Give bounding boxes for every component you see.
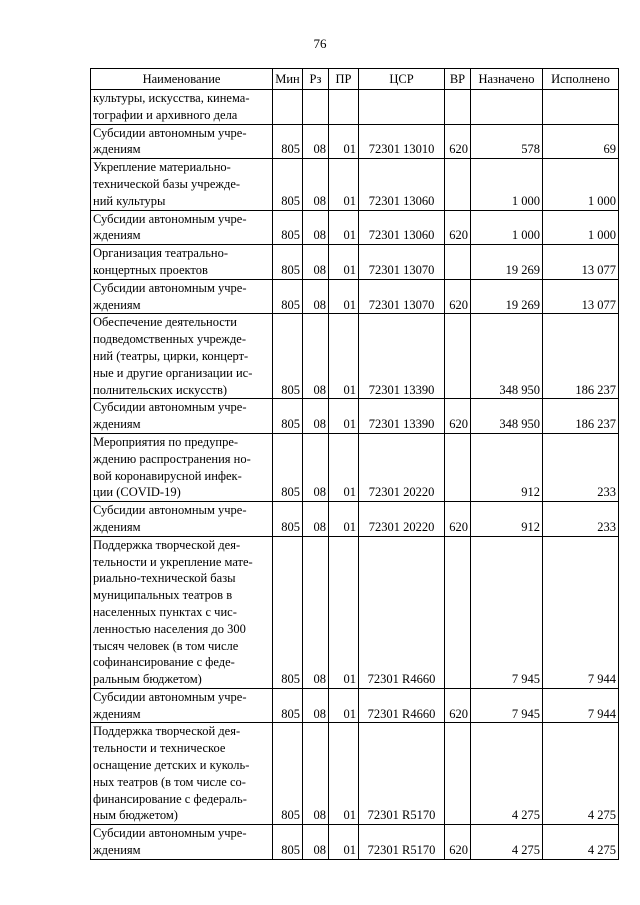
- cell-csr: 72301 R4660: [359, 688, 445, 723]
- cell-executed: 233: [543, 502, 619, 537]
- cell-pr: 01: [329, 314, 359, 399]
- cell-csr: 72301 20220: [359, 433, 445, 501]
- table-row: [91, 399, 619, 434]
- cell-executed: 186 237: [543, 314, 619, 399]
- table-row: [91, 279, 619, 314]
- cell-vr: 620: [445, 124, 471, 159]
- cell-pr: [329, 90, 359, 125]
- table-body: [91, 90, 619, 860]
- cell-assigned: [471, 90, 543, 125]
- cell-min: 805: [273, 124, 303, 159]
- cell-pr: 01: [329, 399, 359, 434]
- column-header-assigned: Назначено: [471, 69, 543, 90]
- cell-min: 805: [273, 279, 303, 314]
- cell-executed: 13 077: [543, 279, 619, 314]
- cell-executed: 1 000: [543, 159, 619, 210]
- cell-name: Субсидии автономным учре- ждениям: [91, 210, 273, 245]
- cell-rz: 08: [303, 502, 329, 537]
- cell-vr: [445, 245, 471, 280]
- cell-rz: 08: [303, 536, 329, 688]
- cell-pr: 01: [329, 210, 359, 245]
- cell-csr: 72301 13070: [359, 279, 445, 314]
- cell-assigned: 1 000: [471, 159, 543, 210]
- cell-min: 805: [273, 825, 303, 860]
- table-row: [91, 124, 619, 159]
- header-row: [91, 69, 619, 90]
- cell-min: 805: [273, 688, 303, 723]
- cell-name: Мероприятия по предупре- ждению распространения но- вой коронавирусной инфек- ции (COVID-19): [91, 433, 273, 501]
- cell-min: 805: [273, 159, 303, 210]
- column-header-min: Мин: [273, 69, 303, 90]
- cell-rz: 08: [303, 159, 329, 210]
- cell-min: 805: [273, 723, 303, 825]
- cell-executed: 7 944: [543, 536, 619, 688]
- cell-pr: 01: [329, 688, 359, 723]
- cell-min: 805: [273, 433, 303, 501]
- cell-csr: 72301 13060: [359, 159, 445, 210]
- cell-executed: 4 275: [543, 825, 619, 860]
- cell-pr: 01: [329, 433, 359, 501]
- cell-name: Обеспечение деятельности подведомственных учрежде- ний (театры, цирки, концерт- ные и другие организации ис- полнительских искусств): [91, 314, 273, 399]
- cell-rz: 08: [303, 723, 329, 825]
- cell-assigned: 348 950: [471, 314, 543, 399]
- cell-csr: 72301 13010: [359, 124, 445, 159]
- table-row: [91, 723, 619, 825]
- cell-assigned: 912: [471, 433, 543, 501]
- cell-pr: 01: [329, 124, 359, 159]
- cell-pr: 01: [329, 279, 359, 314]
- table-row: [91, 536, 619, 688]
- cell-assigned: 348 950: [471, 399, 543, 434]
- cell-vr: [445, 723, 471, 825]
- cell-csr: 72301 R5170: [359, 723, 445, 825]
- cell-executed: [543, 90, 619, 125]
- table-row: [91, 314, 619, 399]
- cell-name: Поддержка творческой дея- тельности и техническое оснащение детских и куколь- ных театров (в том числе со- финансирование с федераль- ным бюджетом): [91, 723, 273, 825]
- cell-vr: 620: [445, 210, 471, 245]
- cell-assigned: 4 275: [471, 825, 543, 860]
- cell-min: [273, 90, 303, 125]
- cell-min: 805: [273, 536, 303, 688]
- cell-vr: 620: [445, 502, 471, 537]
- cell-name: Субсидии автономным учре- ждениям: [91, 279, 273, 314]
- cell-assigned: 19 269: [471, 279, 543, 314]
- cell-csr: 72301 13070: [359, 245, 445, 280]
- cell-vr: [445, 159, 471, 210]
- cell-csr: 72301 R5170: [359, 825, 445, 860]
- cell-min: 805: [273, 399, 303, 434]
- cell-name: Поддержка творческой дея- тельности и укрепление мате- риально-технической базы муниципальных театров в населенных пунктах с чис- ленностью населения до 300 тысяч человек (в том числе софинансирование с феде- ральным бюджетом): [91, 536, 273, 688]
- cell-pr: 01: [329, 245, 359, 280]
- table-row: [91, 433, 619, 501]
- cell-csr: 72301 R4660: [359, 536, 445, 688]
- cell-executed: 4 275: [543, 723, 619, 825]
- cell-vr: [445, 433, 471, 501]
- cell-min: 805: [273, 314, 303, 399]
- cell-rz: 08: [303, 210, 329, 245]
- cell-assigned: 7 945: [471, 536, 543, 688]
- budget-table: [90, 68, 619, 860]
- cell-name: Укрепление материально- технической базы учрежде- ний культуры: [91, 159, 273, 210]
- cell-pr: 01: [329, 159, 359, 210]
- cell-min: 805: [273, 502, 303, 537]
- cell-vr: 620: [445, 825, 471, 860]
- cell-executed: 7 944: [543, 688, 619, 723]
- cell-csr: 72301 20220: [359, 502, 445, 537]
- cell-csr: [359, 90, 445, 125]
- cell-name: Организация театрально- концертных проектов: [91, 245, 273, 280]
- cell-name: культуры, искусства, кинема- тографии и архивного дела: [91, 90, 273, 125]
- table-row: [91, 245, 619, 280]
- table-row: [91, 210, 619, 245]
- cell-assigned: 19 269: [471, 245, 543, 280]
- cell-executed: 186 237: [543, 399, 619, 434]
- cell-csr: 72301 13060: [359, 210, 445, 245]
- cell-name: Субсидии автономным учре- ждениям: [91, 825, 273, 860]
- cell-rz: 08: [303, 825, 329, 860]
- cell-name: Субсидии автономным учре- ждениям: [91, 399, 273, 434]
- cell-csr: 72301 13390: [359, 314, 445, 399]
- cell-pr: 01: [329, 723, 359, 825]
- column-header-rz: Рз: [303, 69, 329, 90]
- column-header-executed: Исполнено: [543, 69, 619, 90]
- cell-assigned: 578: [471, 124, 543, 159]
- column-header-name: Наименование: [91, 69, 273, 90]
- cell-name: Субсидии автономным учре- ждениям: [91, 124, 273, 159]
- cell-min: 805: [273, 245, 303, 280]
- page-number: 76: [313, 36, 327, 51]
- table-row: [91, 502, 619, 537]
- cell-vr: [445, 314, 471, 399]
- cell-rz: 08: [303, 433, 329, 501]
- cell-executed: 13 077: [543, 245, 619, 280]
- cell-name: Субсидии автономным учре- ждениям: [91, 688, 273, 723]
- cell-pr: 01: [329, 536, 359, 688]
- cell-min: 805: [273, 210, 303, 245]
- column-header-pr: ПР: [329, 69, 359, 90]
- table-row: [91, 90, 619, 125]
- table-row: [91, 159, 619, 210]
- cell-assigned: 1 000: [471, 210, 543, 245]
- cell-executed: 69: [543, 124, 619, 159]
- cell-rz: 08: [303, 279, 329, 314]
- cell-rz: 08: [303, 245, 329, 280]
- cell-vr: 620: [445, 279, 471, 314]
- cell-assigned: 7 945: [471, 688, 543, 723]
- cell-assigned: 912: [471, 502, 543, 537]
- cell-pr: 01: [329, 502, 359, 537]
- table-row: [91, 688, 619, 723]
- cell-vr: [445, 90, 471, 125]
- cell-rz: 08: [303, 399, 329, 434]
- cell-name: Субсидии автономным учре- ждениям: [91, 502, 273, 537]
- cell-rz: [303, 90, 329, 125]
- column-header-vr: ВР: [445, 69, 471, 90]
- cell-vr: 620: [445, 399, 471, 434]
- cell-executed: 233: [543, 433, 619, 501]
- cell-vr: [445, 536, 471, 688]
- column-header-csr: ЦСР: [359, 69, 445, 90]
- table-row: [91, 825, 619, 860]
- cell-rz: 08: [303, 314, 329, 399]
- cell-rz: 08: [303, 124, 329, 159]
- cell-csr: 72301 13390: [359, 399, 445, 434]
- cell-vr: 620: [445, 688, 471, 723]
- cell-pr: 01: [329, 825, 359, 860]
- cell-assigned: 4 275: [471, 723, 543, 825]
- cell-executed: 1 000: [543, 210, 619, 245]
- cell-rz: 08: [303, 688, 329, 723]
